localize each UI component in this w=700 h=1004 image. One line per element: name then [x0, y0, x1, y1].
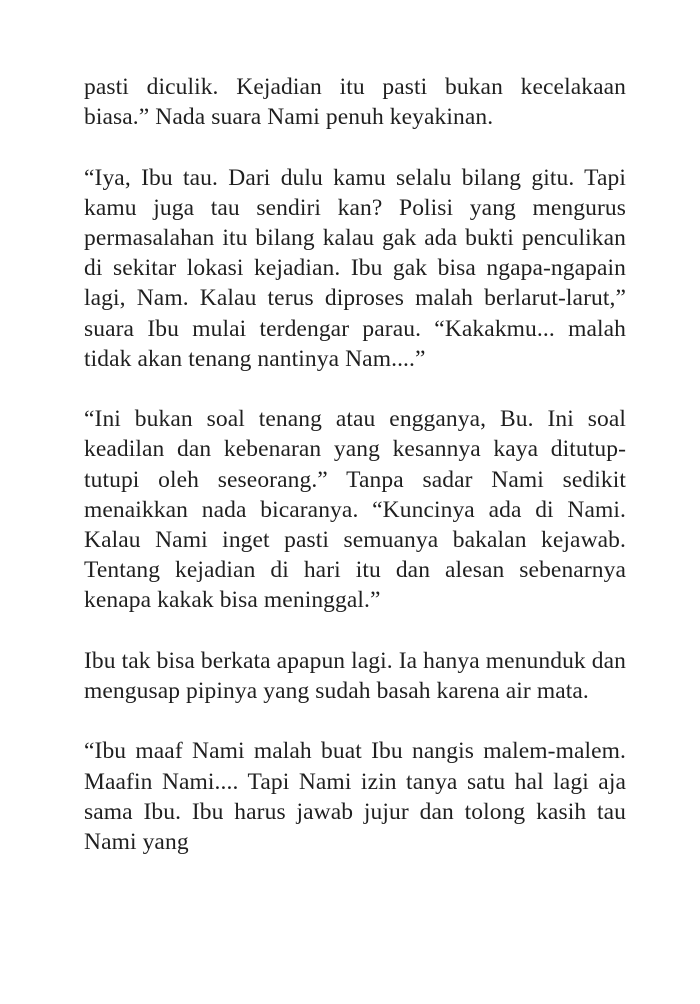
story-paragraph-3: “Ini bukan soal tenang atau engganya, Bu. Ini soal keadilan dan kebenaran yang kesannya kaya ditutup-tutupi oleh seseorang.” Tanpa sadar Nami sedikit menaikkan nada bicaranya. “Kuncinya ada di Nami. Kalau Nami inget pasti semuanya bakalan kejawab. Tentang kejadian di hari itu dan alesan sebenarnya kenapa kakak bisa meninggal.” — [84, 406, 626, 614]
story-page-text — [84, 72, 626, 857]
story-paragraph-2: “Iya, Ibu tau. Dari dulu kamu selalu bilang gitu. Tapi kamu juga tau sendiri kan? Polisi yang mengurus permasalahan itu bilang kalau gak ada bukti penculikan di sekitar lokasi kejadian. Ibu gak bisa ngapa-ngapain lagi, Nam. Kalau terus diproses malah berlarut-larut,” suara Ibu mulai terdengar parau. “Kakakmu... malah tidak akan tenang nantinya Nam....” — [84, 164, 626, 372]
story-paragraph-5: “Ibu maaf Nami malah buat Ibu nangis malem-malem. Maafin Nami.... Tapi Nami izin tanya satu hal lagi aja sama Ibu. Ibu harus jawab jujur dan tolong kasih tau Nami yang — [84, 738, 626, 856]
story-paragraph-1: pasti diculik. Kejadian itu pasti bukan kecelakaan biasa.” Nada suara Nami penuh keyakinan. — [84, 74, 626, 131]
story-paragraph-4: Ibu tak bisa berkata apapun lagi. Ia hanya menunduk dan mengusap pipinya yang sudah basah karena air mata. — [84, 647, 626, 705]
